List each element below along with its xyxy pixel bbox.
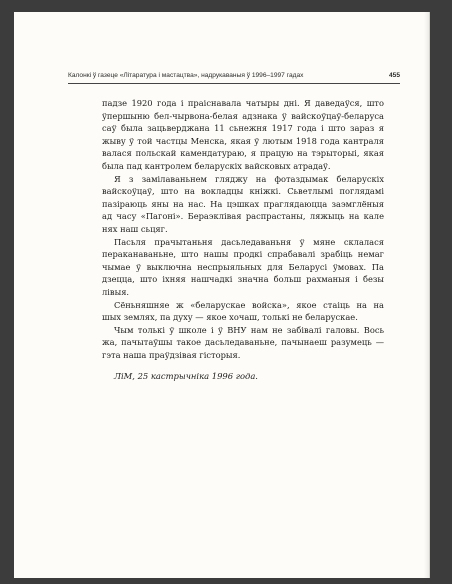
paragraph [102, 173, 384, 236]
text-line: Я з замілаваньнем гляджу на фотаздымак беларускіх [114, 173, 384, 184]
text-line: была пад кантролем беларускіх вайсковых атрадаў. [102, 160, 331, 171]
running-header [68, 71, 400, 81]
running-title: Калонкі ў газеце «Літаратура і мастацтва», надрукаваныя ў 1996–1997 гадах [68, 72, 304, 79]
text-line: падзе 1920 года і праіснавала чатыры дні. Я даведаўся, што [102, 98, 384, 108]
paragraph [102, 97, 384, 173]
paragraph [102, 236, 384, 299]
text-line: чымае ў выключна неспрыяльных для Беларусі ўмовах. Па [102, 261, 384, 272]
text-line: ўпершыню бел-чырвона-белая адзнака ў вайскоўцаў-беларуса [102, 110, 384, 121]
text-line: жа, пачытаўшы такое дасьледаваньне, пачынаеш разумець — [102, 337, 384, 348]
page-edge-shadow [424, 12, 430, 578]
paragraph [102, 324, 384, 362]
text-line: Чым толькі ў школе і ў ВНУ нам не забівалі галовы. Вось [114, 324, 384, 335]
text-line: шых землях, па духу — якое хочаш, толькі не беларускае. [102, 312, 358, 323]
text-line: ад часу «Пагоні». Бераэклівая распрастаны, ляжыць на кале [102, 211, 384, 222]
text-line: гэта наша праўдзівая гісторыя. [102, 349, 241, 360]
text-line: пазіраюць яны на нас. На цэшках праглядаюцца заэмглёныя [102, 198, 384, 209]
page-number: 455 [388, 72, 400, 79]
source-citation: ЛіМ, 25 кастрычніка 1996 года. [114, 371, 258, 382]
text-line: лівыя. [102, 286, 130, 297]
text-line: саў была зацьверджана 11 сьнежня 1917 года і што зараз я [102, 123, 384, 134]
text-line: Сёньняшняе ж «беларускае войска», якое стаіць на на [114, 299, 384, 310]
text-line: Пасьля прачытаньня дасьледаваньня ў мяне склалася [114, 236, 384, 247]
text-line: жыву ў той частцы Менска, якая ў лютым 1918 года кантраля [102, 135, 384, 146]
paragraph [102, 299, 384, 324]
book-page [14, 12, 430, 578]
body-text [102, 97, 384, 383]
text-line: пераканаваньне, што нашы продкі спрабавалі зрабіць немаг [102, 249, 384, 260]
text-line: вайскоўцаў, што на вокладцы кніжкі. Сьветлымі поглядамі [102, 186, 384, 197]
text-line: дзецца, што іхняя нашчадкі значна больш рахманыя і безы [102, 274, 384, 285]
header-rule [68, 83, 400, 84]
text-line: нях наш сьцяг. [102, 223, 168, 234]
text-line: валася польскай камендатураю, я працую на тэрыторыі, якая [102, 148, 384, 159]
